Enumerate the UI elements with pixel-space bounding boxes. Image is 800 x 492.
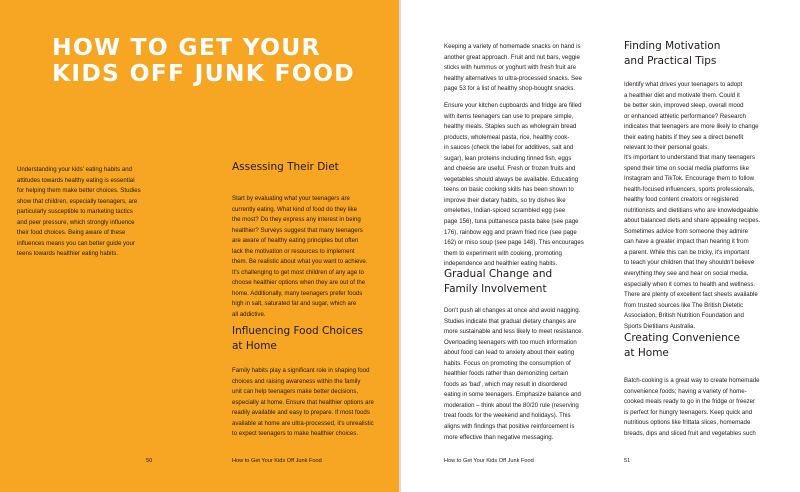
text-line: are aware of healthy eating principles but often bbox=[232, 237, 359, 245]
text-line: healthier foods rather than demonizing certain bbox=[444, 370, 568, 378]
left-page bbox=[0, 0, 399, 492]
text-line: especially when it comes to health and wellness. bbox=[624, 280, 756, 288]
text-line: page 53 for a list of healthy shop-bought snacks. bbox=[444, 85, 576, 93]
text-line: can have a greater impact than hearing it from bbox=[624, 238, 749, 246]
text-line: spend their time on social media platforms like bbox=[624, 164, 749, 172]
text-line: independence and healthier eating habits. bbox=[444, 260, 558, 268]
text-line: and cheese are useful. Fresh or frozen fruits and bbox=[444, 165, 576, 173]
text-line: health-focused influencers, sports professionals, bbox=[624, 185, 755, 193]
text-line: Sometimes advice from someone they admire bbox=[624, 227, 748, 235]
text-line: Instagram and TikTok. Encourage them to follow bbox=[624, 175, 755, 183]
page-number-right: 51 bbox=[624, 458, 631, 464]
text-line: to teach your children that they shouldn't believe bbox=[624, 259, 755, 267]
text-line: Ensure your kitchen cupboards and fridge are filled bbox=[444, 102, 582, 109]
text-line: Gradual Change and bbox=[444, 268, 553, 280]
text-line: 162) or miso soup (see page 148). This encourages bbox=[444, 239, 584, 247]
text-line: sticks with hummus or yoghurt with fresh fruit are bbox=[444, 64, 577, 72]
gradual-change-paragraph bbox=[444, 306, 609, 443]
text-line: Don't push all changes at once and avoid nagging. bbox=[444, 307, 581, 314]
text-line: or enhanced athletic performance? Research bbox=[624, 112, 746, 120]
assessing-diet-heading bbox=[232, 160, 339, 175]
text-line: to expect teenagers to make healthier choices. bbox=[232, 430, 359, 438]
text-line: sugar), lean proteins including tinned fish, eggs bbox=[444, 154, 572, 162]
text-line: about balanced diets and share appealing recipes. bbox=[624, 217, 761, 225]
text-line: page 156), tuna puttanesca pasta bake (see page bbox=[444, 218, 579, 226]
text-line: There are plenty of excellent fact sheets available bbox=[624, 291, 758, 299]
text-line: show that children, especially teenagers, are bbox=[17, 197, 138, 205]
text-line: lack the motivation or resources to implement bbox=[232, 247, 355, 255]
text-line: improve their dietary habits, so try dishes like bbox=[444, 196, 566, 204]
text-line: unit can help teenagers make better decisions, bbox=[232, 388, 359, 396]
text-line: a healthier diet and motivate them. Could it bbox=[624, 91, 740, 99]
text-line: moderation – think about the 80/20 rule (reserving bbox=[444, 401, 579, 409]
text-line: them to experiment with cooking, promoting bbox=[444, 249, 562, 257]
text-line: for helping them make better choices. Studies bbox=[17, 187, 141, 195]
text-line: Family Involvement bbox=[444, 283, 547, 295]
text-line: Identify what drives your teenagers to adopt bbox=[624, 81, 743, 88]
running-head-right: How to Get Your Kids Off Junk Food bbox=[444, 458, 534, 464]
text-line: Influencing Food Choices bbox=[232, 325, 364, 337]
text-line: high in salt, saturated fat and sugar, which are bbox=[232, 300, 357, 308]
text-line: particularly susceptible to marketing tactics bbox=[17, 208, 133, 216]
text-line: habits. Focus on promoting the consumption of bbox=[444, 359, 571, 367]
convenience-heading bbox=[624, 331, 740, 361]
page-number-left: 50 bbox=[146, 458, 153, 464]
text-line: and Practical Tips bbox=[624, 55, 717, 67]
text-line: omelettes, Indian-spiced scrambled egg (see bbox=[444, 207, 566, 215]
social-media-paragraph bbox=[624, 153, 789, 332]
text-line: 176), rainbow egg and prawn fried rice (see page bbox=[444, 228, 577, 236]
text-line: readily available and easy to prepare. If most foods bbox=[232, 409, 370, 417]
text-line: Association, British Nutrition Foundation and bbox=[624, 312, 744, 320]
text-line: healthy food content creators or registered bbox=[624, 196, 739, 204]
text-line: nutritionists and dietitians who are knowledgeable bbox=[624, 206, 759, 214]
text-line: is perfect for hungry teenagers. Keep quick and bbox=[624, 408, 753, 416]
text-line: more effective than negative messaging. bbox=[444, 433, 554, 441]
convenience-paragraph bbox=[624, 376, 789, 439]
text-line: Finding Motivation bbox=[624, 40, 721, 52]
motivation-paragraph bbox=[624, 80, 789, 154]
text-line: about food can lead to anxiety about their eating bbox=[444, 349, 575, 357]
text-line: Start by evaluating what your teenagers are bbox=[232, 195, 350, 202]
text-line: eating in some teenagers. Emphasize balance and bbox=[444, 391, 581, 399]
text-line: Creating Convenience bbox=[624, 332, 741, 344]
text-line: a parent. While this can be tricky, it's important bbox=[624, 248, 750, 256]
text-line: nutritious options like frittata slices, homemade bbox=[624, 419, 751, 427]
text-line: all addictive. bbox=[232, 311, 266, 319]
text-line: Family habits play a significant role in shaping food bbox=[232, 367, 370, 374]
text-line: attitudes towards healthy eating is essential bbox=[17, 176, 135, 184]
text-line: convenience foods; having a variety of home- bbox=[624, 387, 747, 395]
text-line: Assessing Their Diet bbox=[232, 161, 339, 173]
chapter-title bbox=[52, 34, 392, 86]
text-line: choices and raising awareness within the family bbox=[232, 377, 361, 385]
text-line: Studies indicate that gradual dietary changes are bbox=[444, 317, 577, 325]
text-line: from trusted sources like The British Dietetic bbox=[624, 301, 744, 309]
text-line: Overloading teenagers with too much information bbox=[444, 338, 577, 346]
text-line: products, wholemeal pasta, rice, healthy cook- bbox=[444, 133, 570, 141]
text-line: them. Be realistic about what you want to achieve. bbox=[232, 258, 368, 266]
text-line: indicates that teenagers are more likely to change bbox=[624, 123, 759, 131]
text-line: cooked meals ready to go in the fridge or freezer bbox=[624, 398, 756, 406]
text-line: home. Additionally, many teenagers prefer foods bbox=[232, 289, 363, 297]
text-line: healthy meals. Staples such as wholegrain bread bbox=[444, 123, 577, 131]
text-line: aligns with findings that positive reinforcement is bbox=[444, 423, 575, 431]
intro-paragraph bbox=[17, 165, 217, 260]
text-line: especially at home. Ensure that healthier options are bbox=[232, 398, 374, 406]
running-head-left: How to Get Your Kids Off Junk Food bbox=[232, 458, 322, 464]
text-line: be better skin, improved sleep, overall mood bbox=[624, 102, 744, 110]
text-line: teens towards healthier eating habits. bbox=[17, 250, 118, 258]
text-line: breads, dips and sliced fruit and vegetables such bbox=[624, 429, 756, 437]
text-line: Sports Dietitians Australia. bbox=[624, 322, 696, 330]
text-line: Keeping a variety of homemade snacks on hand is bbox=[444, 43, 581, 50]
text-line: in sauces (check the label for additives, salt and bbox=[444, 144, 574, 152]
text-line: everything they see and hear on social media, bbox=[624, 270, 749, 278]
cupboard-paragraph bbox=[444, 101, 609, 270]
text-line: Batch-cooking is a great way to create homemade bbox=[624, 377, 760, 384]
influencing-choices-paragraph bbox=[232, 366, 390, 440]
text-line: teens on basic cooking skills has been shown to bbox=[444, 186, 574, 194]
motivation-heading bbox=[624, 39, 720, 69]
text-line: their eating habits if they see a direct benefit bbox=[624, 133, 744, 141]
text-line: another great approach. Fruit and nut bars, veggie bbox=[444, 53, 580, 61]
text-line: currently eating. What kind of food do they like bbox=[232, 205, 357, 213]
text-line: at Home bbox=[232, 340, 277, 352]
text-line: the most? Do they express any interest in being bbox=[232, 216, 361, 224]
text-line: available at home are ultra-processed, it's unrealistic bbox=[232, 419, 374, 427]
text-line: at Home bbox=[624, 347, 669, 359]
assessing-diet-paragraph bbox=[232, 194, 390, 321]
gradual-change-heading bbox=[444, 267, 552, 297]
text-line: foods as 'bad', which may result in disordered bbox=[444, 380, 567, 388]
snacks-paragraph bbox=[444, 42, 609, 95]
text-line: It's challenging to get most children of any age to bbox=[232, 268, 364, 276]
text-line: and peer pressure, which strongly influence bbox=[17, 218, 135, 226]
text-line: influences means you can better guide your bbox=[17, 239, 135, 247]
text-line: more sustainable and less likely to meet resistance. bbox=[444, 328, 584, 336]
text-line: choose healthier options when they are out of the bbox=[232, 279, 366, 287]
text-line: their food choices. Being aware of these bbox=[17, 229, 126, 237]
text-line: healthy alternatives to ultra-processed snacks. See bbox=[444, 74, 582, 82]
text-line: Understanding your kids' eating habits and bbox=[17, 166, 132, 173]
text-line: with items teenagers can use to prepare simple, bbox=[444, 112, 574, 120]
text-line: healthier? Surveys suggest that many teenagers bbox=[232, 226, 363, 234]
text-line: relevant to their personal goals. bbox=[624, 144, 710, 152]
text-line: It's important to understand that many teenagers bbox=[624, 154, 755, 161]
influencing-choices-heading bbox=[232, 324, 363, 354]
text-line: vegetables should always be available. Educating bbox=[444, 175, 579, 183]
text-line: HOW TO GET YOUR bbox=[52, 33, 321, 61]
text-line: KIDS OFF JUNK FOOD bbox=[52, 59, 355, 87]
text-line: treat foods for the weekend and holidays). This bbox=[444, 412, 571, 420]
